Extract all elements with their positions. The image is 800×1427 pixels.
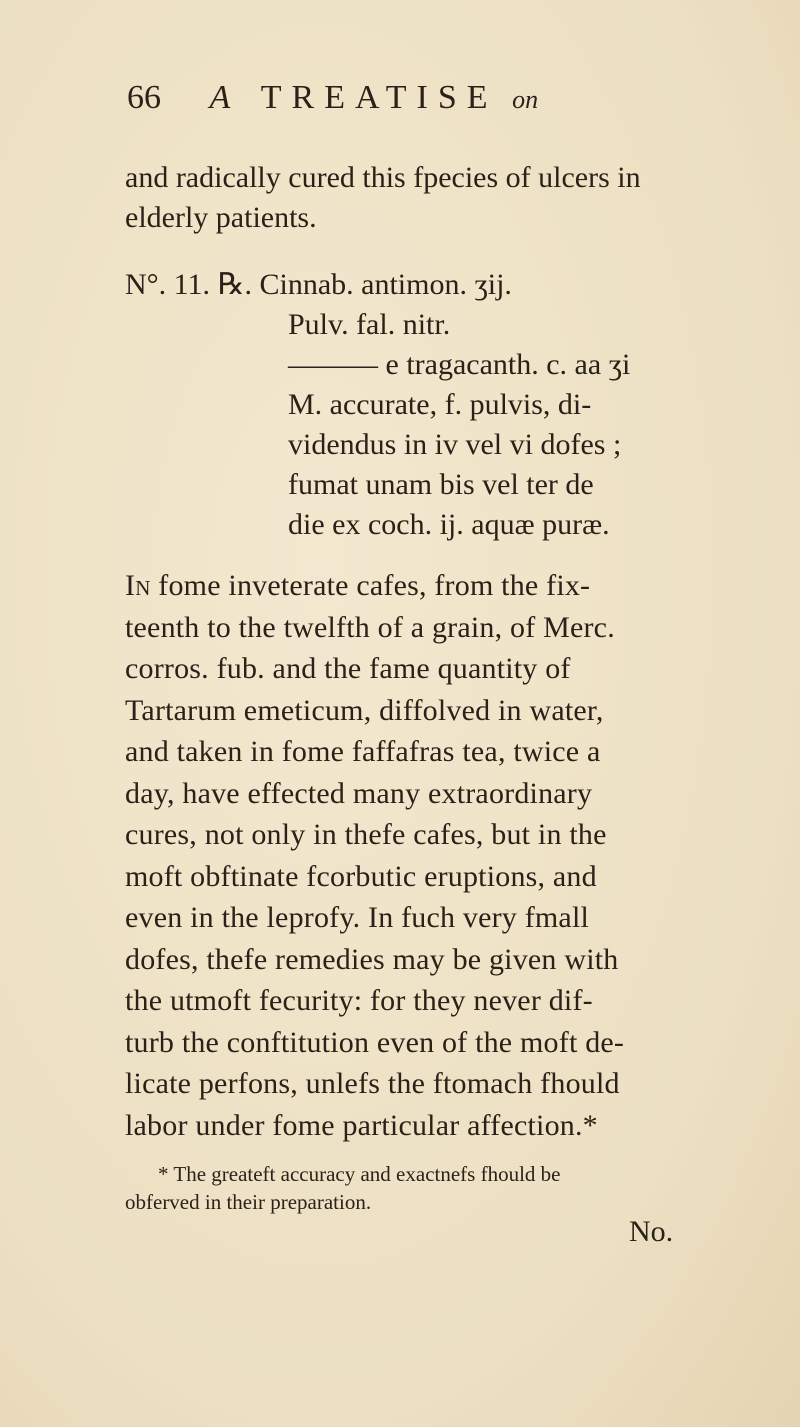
footnote xyxy=(125,1160,725,1216)
text-line: cures, not only in thefe cafes, but in the xyxy=(125,818,607,851)
recipe-line: fumat unam bis vel ter de xyxy=(288,468,594,501)
text-line: moft obftinate fcorbutic eruptions, and xyxy=(125,859,597,893)
footnote-line: obferved in their preparation. xyxy=(125,1190,372,1214)
header-on: on xyxy=(512,85,539,114)
page-number: 66 xyxy=(127,79,161,116)
recipe-heading xyxy=(125,265,512,305)
text-line: corros. fub. and the fame quantity of xyxy=(125,652,571,685)
text-line-rest: fome inveterate cafes, from the fix- xyxy=(150,569,591,602)
rx-symbol: ℞. xyxy=(217,268,252,301)
header-article: A xyxy=(209,79,231,116)
running-header xyxy=(127,78,687,120)
text-line: licate perfons, unlefs the ftomach fhould xyxy=(125,1067,620,1100)
recipe-line: Cinnab. antimon. ʒij. xyxy=(259,268,512,301)
text-line: elderly patients. xyxy=(125,201,317,234)
text-line: the utmoft fecurity: for they never dif- xyxy=(125,984,593,1017)
text-line xyxy=(125,565,725,607)
text-line: labor under fome particular affection.* xyxy=(125,1108,598,1142)
text-line: Tartarum emeticum, diffolved in water, xyxy=(125,693,604,727)
drop-word: In xyxy=(125,569,151,602)
text-line: even in the leprofy. In fuch very fmall xyxy=(125,901,590,934)
text-line: day, have effected many extraordinary xyxy=(125,776,593,810)
text-line: dofes, thefe remedies may be given with xyxy=(125,942,619,976)
footnote-line: * The greateft accuracy and exactnefs fhould be xyxy=(158,1162,561,1186)
recipe-line: Pulv. fal. nitr. xyxy=(288,308,451,341)
text-line: turb the conftitution even of the moft de- xyxy=(125,1025,625,1059)
recipe-line: videndus in iv vel vi dofes ; xyxy=(288,428,622,461)
catchword: No. xyxy=(629,1215,674,1248)
text-line: teenth to the twelfth of a grain, of Merc. xyxy=(125,610,615,644)
main-paragraph xyxy=(125,565,725,1146)
text-line: and taken in fome faffafras tea, twice a xyxy=(125,735,601,768)
recipe-line: M. accurate, f. pulvis, di- xyxy=(288,388,592,421)
recipe-number: N°. 11. xyxy=(125,268,211,301)
recipe-line: die ex coch. ij. aquæ puræ. xyxy=(288,508,610,541)
text-line: and radically cured this fpecies of ulcers in xyxy=(125,161,641,194)
intro-paragraph xyxy=(125,158,725,238)
header-title: TREATISE xyxy=(260,79,498,116)
recipe-body xyxy=(288,305,630,545)
recipe-line: ——— e tragacanth. c. aa ʒi xyxy=(288,348,631,381)
